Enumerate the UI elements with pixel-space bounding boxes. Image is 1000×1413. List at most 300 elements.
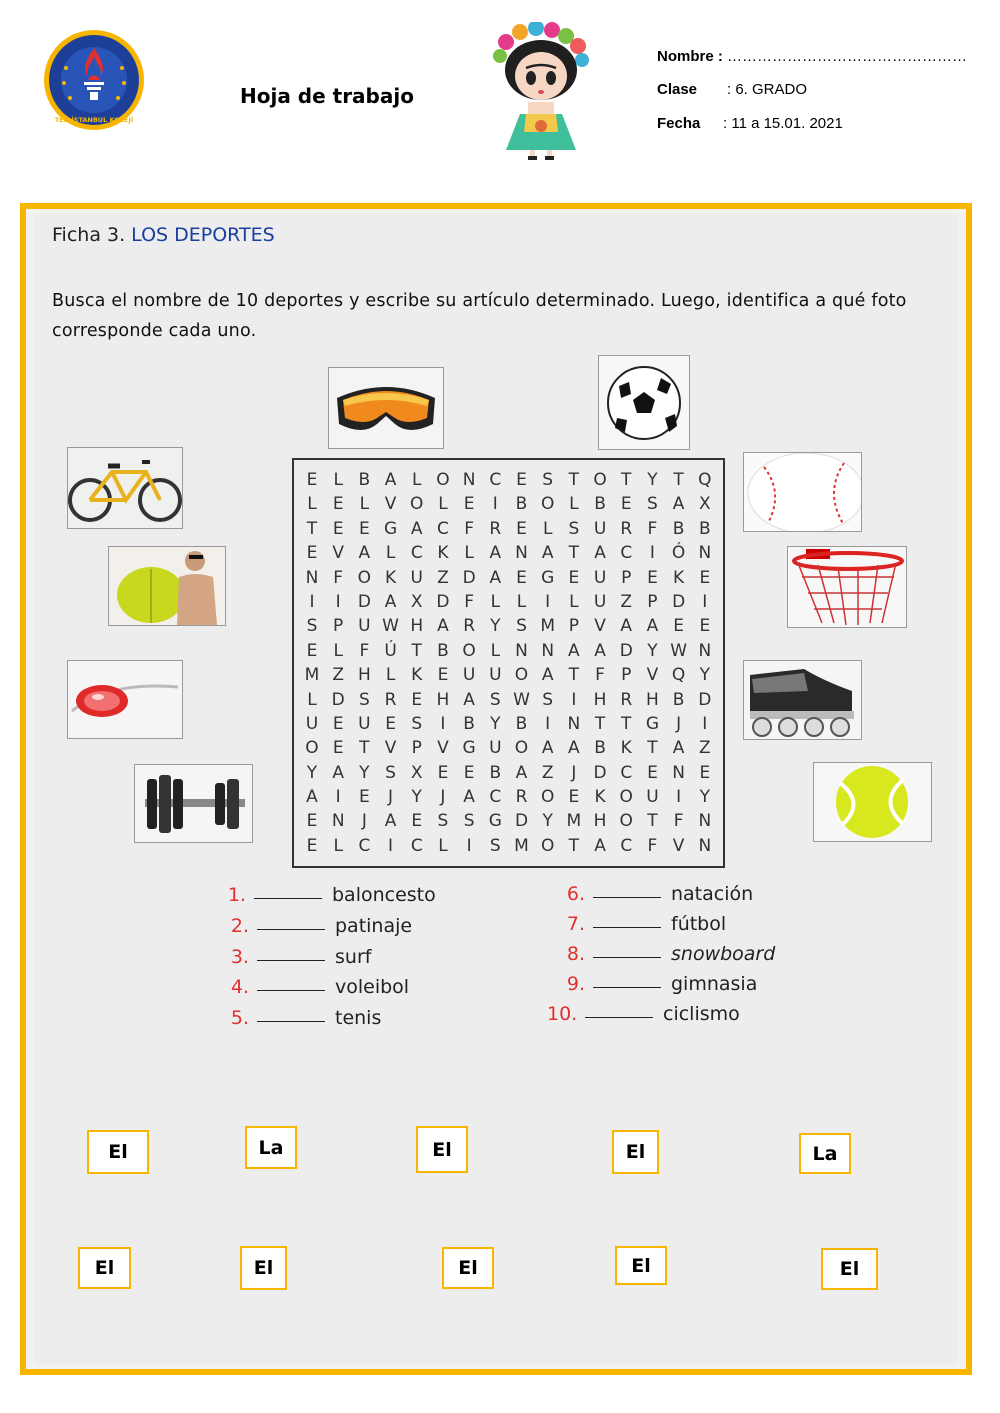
grid-letter[interactable]: E	[647, 762, 658, 783]
grid-letter[interactable]: G	[645, 713, 660, 734]
grid-letter[interactable]: A	[646, 616, 659, 637]
grid-letter[interactable]: X	[410, 762, 423, 783]
word-search-grid	[292, 458, 725, 868]
grid-letter[interactable]: L	[490, 640, 501, 661]
grid-letter[interactable]: S	[489, 835, 501, 856]
grid-letter[interactable]: L	[569, 591, 579, 612]
grid-letter[interactable]: H	[593, 689, 607, 710]
grid-letter[interactable]: R	[384, 689, 397, 710]
grid-letter[interactable]: I	[388, 835, 394, 856]
grid-letter[interactable]: E	[306, 835, 318, 856]
grid-letter[interactable]: P	[411, 738, 422, 759]
grid-letter[interactable]: A	[332, 762, 344, 783]
grid-letter[interactable]: E	[306, 811, 318, 832]
grid-letter[interactable]: F	[464, 591, 475, 612]
grid-letter[interactable]: E	[332, 738, 344, 759]
grid-letter[interactable]: W	[382, 616, 399, 637]
grid-letter[interactable]: W	[513, 689, 530, 710]
grid-letter[interactable]: E	[359, 518, 370, 539]
dumbbell-icon	[134, 764, 253, 843]
grid-letter[interactable]: D	[619, 640, 633, 661]
grid-letter[interactable]: F	[464, 518, 475, 539]
grid-letter[interactable]: B	[672, 518, 685, 539]
grid-letter[interactable]: E	[332, 494, 344, 515]
grid-letter[interactable]: Y	[490, 616, 501, 637]
item-word: patinaje	[335, 915, 413, 937]
grid-letter[interactable]: R	[489, 518, 502, 539]
grid-letter[interactable]: U	[410, 567, 423, 588]
grid-letter[interactable]: E	[437, 665, 449, 686]
name-label: Nombre :	[657, 48, 723, 65]
grid-letter[interactable]: S	[385, 762, 396, 783]
grid-letter[interactable]: K	[673, 567, 685, 588]
grid-letter[interactable]: S	[542, 470, 554, 490]
answer-box[interactable]: El	[87, 1130, 149, 1174]
grid-letter[interactable]: N	[541, 640, 555, 661]
answer-box[interactable]: El	[240, 1246, 287, 1290]
grid-letter[interactable]: H	[410, 616, 424, 637]
grid-letter[interactable]: O	[305, 738, 319, 759]
grid-letter[interactable]: A	[306, 787, 318, 808]
grid-letter[interactable]: R	[515, 787, 528, 808]
ficha-title: LOS DEPORTES	[131, 224, 275, 246]
grid-row	[300, 541, 717, 565]
grid-letter[interactable]: I	[309, 591, 315, 612]
grid-letter[interactable]: U	[593, 518, 607, 539]
grid-letter[interactable]: E	[516, 567, 527, 588]
grid-letter[interactable]: Y	[699, 787, 710, 808]
grid-letter[interactable]: F	[595, 665, 605, 686]
grid-letter[interactable]: V	[646, 665, 659, 686]
grid-letter[interactable]: I	[466, 835, 472, 856]
grid-letter[interactable]: B	[698, 518, 711, 539]
grid-letter[interactable]: V	[332, 543, 344, 564]
basketball-hoop-icon	[787, 546, 907, 628]
grid-letter[interactable]: E	[411, 689, 423, 710]
grid-letter[interactable]: A	[358, 543, 371, 564]
grid-letter[interactable]: M	[566, 811, 582, 832]
grid-letter[interactable]: A	[541, 543, 554, 564]
grid-letter[interactable]: T	[621, 713, 632, 734]
grid-letter[interactable]: D	[357, 591, 371, 612]
grid-row	[300, 688, 717, 712]
grid-letter[interactable]: I	[676, 787, 682, 808]
grid-letter[interactable]: D	[462, 567, 476, 588]
grid-letter[interactable]: S	[542, 689, 554, 710]
grid-letter[interactable]: R	[620, 689, 633, 710]
grid-letter[interactable]: P	[647, 591, 658, 612]
grid-letter[interactable]: A	[489, 543, 502, 564]
grid-letter[interactable]: W	[670, 640, 688, 661]
item-number: 4.	[230, 976, 249, 998]
grid-letter[interactable]: K	[437, 543, 449, 564]
grid-letter[interactable]: L	[516, 591, 527, 612]
grid-letter[interactable]: E	[359, 787, 370, 808]
grid-letter[interactable]: Q	[671, 665, 686, 686]
date-line	[657, 115, 843, 132]
answer-box[interactable]: El	[416, 1126, 468, 1173]
grid-letter[interactable]: U	[358, 616, 371, 637]
list-item	[557, 883, 753, 905]
grid-letter[interactable]: S	[647, 494, 658, 515]
grid-letter[interactable]: P	[568, 616, 579, 637]
grid-letter[interactable]: I	[335, 787, 341, 808]
grid-letter[interactable]: K	[620, 738, 632, 759]
grid-letter[interactable]: T	[568, 835, 580, 856]
grid-letter[interactable]: E	[332, 518, 344, 539]
grid-letter[interactable]: S	[306, 616, 318, 637]
class-value: : 6. GRADO	[727, 81, 808, 98]
grid-letter[interactable]: T	[568, 470, 580, 490]
grid-letter[interactable]: G	[383, 518, 398, 539]
grid-letter[interactable]: C	[437, 518, 449, 539]
answer-blank	[257, 929, 325, 930]
item-word: baloncesto	[332, 884, 436, 906]
grid-letter[interactable]: N	[672, 762, 685, 783]
grid-letter[interactable]: O	[619, 787, 633, 808]
grid-letter[interactable]: O	[410, 494, 424, 515]
grid-letter[interactable]: T	[306, 518, 318, 539]
grid-letter[interactable]: E	[306, 640, 318, 661]
grid-letter[interactable]: C	[410, 835, 423, 856]
grid-letter[interactable]: S	[516, 616, 527, 637]
grid-letter[interactable]: Y	[647, 640, 658, 661]
grid-letter[interactable]: A	[489, 567, 502, 588]
grid-letter[interactable]: B	[437, 640, 449, 661]
grid-letter[interactable]: A	[672, 738, 685, 759]
grid-row	[300, 517, 717, 541]
grid-letter[interactable]: L	[438, 835, 448, 856]
grid-letter[interactable]: S	[568, 518, 580, 539]
item-word: ciclismo	[663, 1003, 740, 1025]
grid-letter[interactable]: L	[464, 543, 474, 564]
grid-letter[interactable]: E	[437, 762, 449, 783]
grid-letter[interactable]: C	[620, 543, 633, 564]
grid-letter[interactable]: L	[385, 665, 396, 686]
grid-row	[300, 809, 717, 833]
grid-letter[interactable]: P	[621, 567, 632, 588]
grid-letter[interactable]: X	[698, 494, 711, 515]
grid-letter[interactable]: L	[569, 494, 579, 515]
grid-letter[interactable]: I	[649, 543, 655, 564]
grid-letter[interactable]: Z	[437, 567, 449, 588]
grid-letter[interactable]: E	[385, 713, 396, 734]
class-label: Clase	[657, 81, 698, 98]
grid-letter[interactable]: C	[489, 470, 502, 490]
answer-box[interactable]: El	[821, 1248, 878, 1290]
grid-letter[interactable]: L	[412, 470, 422, 490]
grid-letter[interactable]: E	[673, 616, 684, 637]
grid-letter[interactable]: U	[489, 665, 502, 686]
answer-box[interactable]: El	[78, 1247, 131, 1289]
grid-letter[interactable]: J	[676, 713, 682, 734]
grid-letter[interactable]: A	[594, 640, 606, 661]
grid-letter[interactable]: O	[462, 640, 476, 661]
grid-letter[interactable]: L	[359, 494, 370, 515]
grid-letter[interactable]: I	[440, 713, 446, 734]
grid-letter[interactable]: X	[410, 591, 423, 612]
grid-letter[interactable]: I	[571, 689, 577, 710]
grid-letter[interactable]: T	[568, 665, 580, 686]
grid-letter[interactable]: V	[437, 738, 449, 759]
grid-letter[interactable]: T	[359, 738, 370, 759]
grid-letter[interactable]: A	[384, 811, 397, 832]
grid-letter[interactable]: A	[594, 543, 606, 564]
grid-letter[interactable]: L	[333, 835, 343, 856]
grid-letter[interactable]: U	[593, 591, 607, 612]
name-dots: …………………………………………	[727, 48, 968, 65]
grid-letter[interactable]: L	[385, 543, 396, 564]
grid-letter[interactable]: E	[306, 470, 318, 490]
grid-letter[interactable]: P	[621, 665, 632, 686]
grid-letter[interactable]: I	[702, 713, 708, 734]
grid-letter[interactable]: C	[410, 543, 423, 564]
grid-letter[interactable]: O	[619, 811, 633, 832]
grid-letter[interactable]: A	[463, 787, 475, 808]
grid-letter[interactable]: Z	[698, 738, 711, 759]
grid-letter[interactable]: N	[567, 713, 581, 734]
grid-letter[interactable]: O	[436, 470, 450, 490]
grid-letter[interactable]: E	[516, 518, 527, 539]
grid-letter[interactable]: J	[388, 787, 394, 808]
name-line	[657, 48, 967, 65]
grid-letter[interactable]: A	[568, 738, 580, 759]
grid-letter[interactable]: E	[699, 762, 711, 783]
grid-letter[interactable]: D	[698, 689, 712, 710]
grid-letter[interactable]: N	[305, 567, 319, 588]
grid-letter[interactable]: U	[646, 787, 659, 808]
grid-letter[interactable]: A	[410, 518, 423, 539]
grid-letter[interactable]: Z	[332, 665, 345, 686]
grid-letter[interactable]: E	[568, 787, 580, 808]
item-word: fútbol	[671, 913, 727, 935]
grid-letter[interactable]: E	[699, 567, 711, 588]
answer-blank	[593, 927, 661, 928]
grid-letter[interactable]: K	[384, 567, 397, 588]
grid-letter[interactable]: L	[542, 518, 553, 539]
answer-blank	[254, 898, 322, 899]
grid-row	[300, 590, 717, 614]
ficha-label: Ficha 3.	[52, 224, 126, 246]
bicycle-icon	[67, 447, 183, 529]
grid-letter[interactable]: O	[514, 665, 529, 686]
grid-letter[interactable]: D	[593, 762, 607, 783]
grid-letter[interactable]: S	[437, 811, 449, 832]
grid-letter[interactable]: A	[672, 494, 685, 515]
answer-box[interactable]: La	[245, 1126, 297, 1169]
grid-row	[300, 785, 717, 809]
grid-letter[interactable]: B	[672, 689, 685, 710]
grid-letter[interactable]: T	[621, 470, 632, 490]
grid-letter[interactable]: R	[463, 616, 476, 637]
grid-letter[interactable]: L	[438, 494, 448, 515]
grid-letter[interactable]: Y	[359, 762, 370, 783]
grid-letter[interactable]: U	[305, 713, 319, 734]
grid-letter[interactable]: I	[545, 713, 551, 734]
grid-letter[interactable]: A	[620, 616, 633, 637]
grid-letter[interactable]: Y	[306, 762, 318, 783]
grid-letter[interactable]: T	[594, 713, 606, 734]
grid-letter[interactable]: F	[333, 567, 344, 588]
grid-letter[interactable]: F	[673, 811, 684, 832]
grid-letter[interactable]: J	[440, 787, 446, 808]
grid-letter[interactable]: K	[411, 665, 423, 686]
grid-letter[interactable]: Y	[647, 470, 658, 490]
grid-letter[interactable]: Ú	[384, 640, 397, 661]
grid-letter[interactable]: Q	[698, 470, 712, 490]
grid-letter[interactable]: A	[541, 738, 554, 759]
grid-letter[interactable]: E	[568, 567, 580, 588]
grid-letter[interactable]: B	[489, 762, 502, 783]
grid-letter[interactable]: B	[594, 738, 606, 759]
grid-letter[interactable]: V	[672, 835, 685, 856]
grid-letter[interactable]: G	[462, 738, 476, 759]
grid-letter[interactable]: N	[515, 543, 528, 564]
grid-letter[interactable]: D	[672, 591, 686, 612]
grid-letter[interactable]: E	[620, 494, 632, 515]
grid-letter[interactable]: E	[411, 811, 423, 832]
grid-letter[interactable]: T	[673, 470, 684, 490]
grid-letter[interactable]: O	[593, 470, 607, 490]
grid-letter[interactable]: O	[514, 738, 529, 759]
grid-letter[interactable]: M	[514, 835, 529, 856]
grid-letter[interactable]: V	[594, 616, 606, 637]
grid-letter[interactable]: P	[333, 616, 344, 637]
grid-letter[interactable]: A	[541, 665, 554, 686]
grid-letter[interactable]: L	[333, 470, 343, 490]
grid-letter[interactable]: U	[462, 665, 476, 686]
grid-letter[interactable]: N	[698, 640, 712, 661]
grid-letter[interactable]: Ó	[671, 543, 686, 564]
grid-letter[interactable]: J	[571, 762, 577, 783]
grid-letter[interactable]: H	[593, 811, 607, 832]
grid-letter[interactable]: U	[593, 567, 607, 588]
grid-letter[interactable]: G	[488, 811, 502, 832]
grid-letter[interactable]: Y	[490, 713, 501, 734]
grid-letter[interactable]: M	[304, 665, 320, 686]
grid-letter[interactable]: G	[541, 567, 555, 588]
grid-letter[interactable]: E	[306, 543, 318, 564]
swim-goggles-icon	[67, 660, 183, 739]
grid-letter[interactable]: O	[540, 494, 555, 515]
grid-letter[interactable]: L	[490, 591, 501, 612]
answer-box[interactable]: El	[442, 1247, 494, 1289]
grid-letter[interactable]: A	[463, 689, 475, 710]
grid-letter[interactable]: V	[384, 738, 397, 759]
grid-letter[interactable]: T	[647, 738, 658, 759]
grid-letter[interactable]: S	[411, 713, 423, 734]
grid-letter[interactable]: Z	[620, 591, 633, 612]
grid-letter[interactable]: H	[357, 665, 371, 686]
grid-letter[interactable]: E	[516, 470, 527, 490]
grid-letter[interactable]: S	[358, 689, 370, 710]
grid-letter[interactable]: I	[492, 494, 498, 515]
grid-letter[interactable]: I	[702, 591, 708, 612]
grid-letter[interactable]: N	[331, 811, 345, 832]
grid-letter[interactable]: A	[568, 640, 580, 661]
grid-letter[interactable]: E	[463, 494, 475, 515]
grid-letter[interactable]: N	[698, 543, 712, 564]
grid-letter[interactable]: E	[699, 616, 711, 637]
grid-letter[interactable]: V	[384, 494, 397, 515]
grid-letter[interactable]: I	[545, 591, 551, 612]
grid-letter[interactable]: A	[515, 762, 528, 783]
grid-letter[interactable]: Y	[411, 787, 422, 808]
grid-letter[interactable]: E	[647, 567, 658, 588]
grid-letter[interactable]: O	[540, 787, 555, 808]
grid-letter[interactable]: U	[358, 713, 371, 734]
answer-blank	[257, 1021, 325, 1022]
grid-letter[interactable]: N	[462, 470, 476, 490]
grid-letter[interactable]: Z	[541, 762, 554, 783]
grid-letter[interactable]: O	[540, 835, 555, 856]
grid-letter[interactable]: B	[515, 713, 528, 734]
grid-letter[interactable]: U	[489, 738, 502, 759]
grid-letter[interactable]: L	[307, 494, 317, 515]
item-word: voleibol	[335, 976, 410, 998]
grid-letter[interactable]: T	[647, 811, 658, 832]
grid-letter[interactable]: B	[515, 494, 528, 515]
answer-box[interactable]: La	[799, 1133, 851, 1174]
grid-letter[interactable]: F	[647, 835, 658, 856]
grid-letter[interactable]: O	[357, 567, 372, 588]
grid-letter[interactable]: C	[620, 762, 633, 783]
grid-letter[interactable]: T	[568, 543, 580, 564]
grid-letter[interactable]: D	[514, 811, 529, 832]
grid-letter[interactable]: A	[384, 591, 397, 612]
answer-box[interactable]: El	[612, 1130, 659, 1174]
grid-letter[interactable]: M	[540, 616, 556, 637]
grid-letter[interactable]: Y	[699, 665, 710, 686]
grid-letter[interactable]: D	[331, 689, 345, 710]
grid-letter[interactable]: F	[359, 640, 370, 661]
grid-letter[interactable]: H	[436, 689, 450, 710]
grid-letter[interactable]: C	[358, 835, 371, 856]
grid-letter[interactable]: B	[358, 470, 371, 490]
answer-box[interactable]: El	[615, 1246, 667, 1285]
grid-letter[interactable]: K	[594, 787, 606, 808]
grid-letter[interactable]: B	[463, 713, 475, 734]
grid-letter[interactable]: L	[307, 689, 317, 710]
grid-letter[interactable]: J	[361, 811, 367, 832]
grid-letter[interactable]: S	[463, 811, 475, 832]
grid-letter[interactable]: B	[594, 494, 606, 515]
grid-letter[interactable]: Y	[542, 811, 553, 832]
grid-letter[interactable]: A	[437, 616, 449, 637]
grid-letter[interactable]: A	[384, 470, 397, 490]
grid-row	[300, 663, 717, 687]
answer-blank	[593, 897, 661, 898]
grid-letter[interactable]: R	[620, 518, 633, 539]
grid-letter[interactable]: D	[436, 591, 450, 612]
grid-letter[interactable]: C	[620, 835, 633, 856]
grid-letter[interactable]: L	[333, 640, 343, 661]
grid-letter[interactable]: T	[411, 640, 422, 661]
item-number: 5.	[230, 1007, 249, 1029]
page-title: Hoja de trabajo	[240, 84, 414, 108]
grid-letter[interactable]: S	[489, 689, 501, 710]
grid-letter[interactable]: N	[515, 640, 528, 661]
grid-letter[interactable]: A	[594, 835, 606, 856]
grid-letter[interactable]: N	[698, 811, 712, 832]
grid-letter[interactable]: F	[647, 518, 658, 539]
grid-letter[interactable]: E	[463, 762, 475, 783]
grid-letter[interactable]: I	[335, 591, 341, 612]
grid-letter[interactable]: C	[489, 787, 502, 808]
grid-letter[interactable]: H	[646, 689, 659, 710]
grid-letter[interactable]: N	[698, 835, 712, 856]
grid-letter[interactable]: E	[332, 713, 344, 734]
